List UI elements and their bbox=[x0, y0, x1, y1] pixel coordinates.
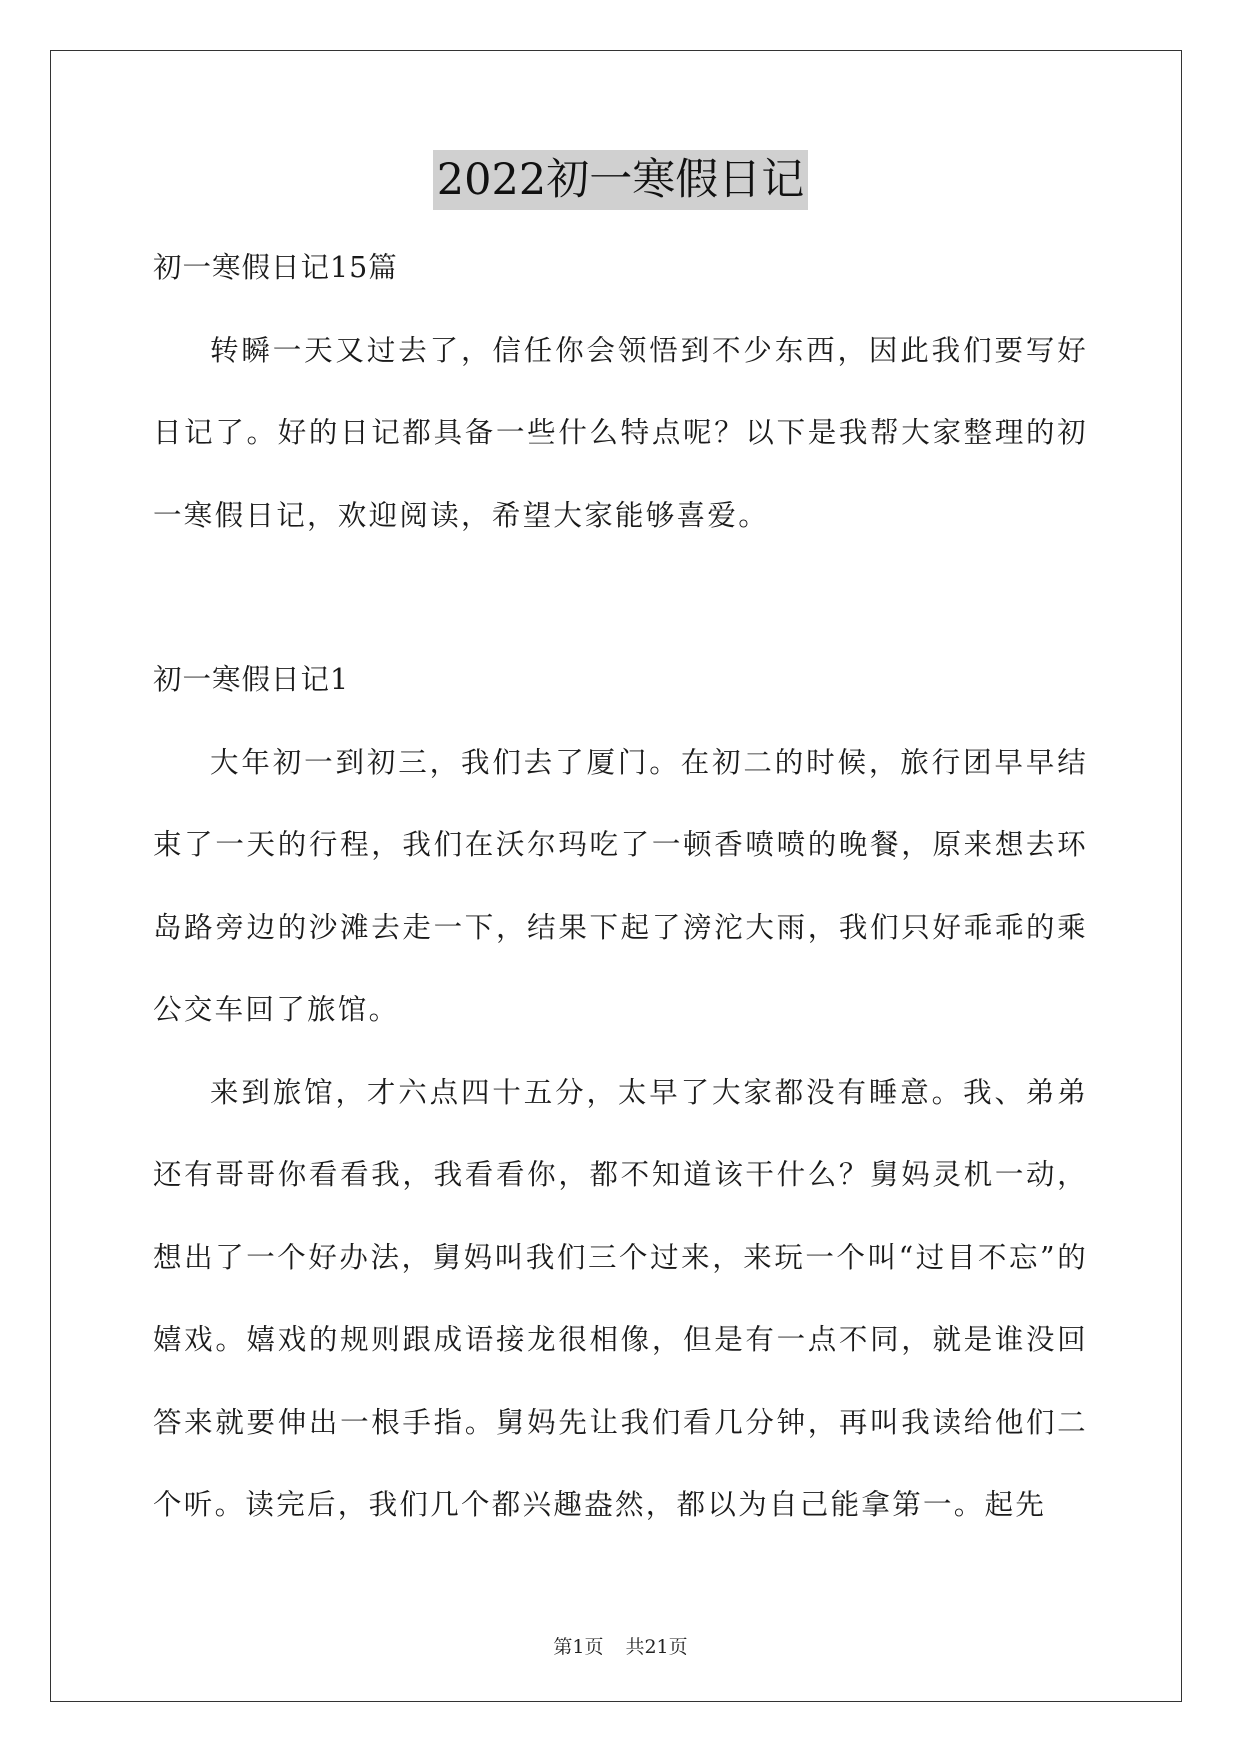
body-paragraph-2: 来到旅馆，才六点四十五分，太早了大家都没有睡意。我、弟弟还有哥哥你看看我，我看看你，都不知道该干什么？舅妈灵机一动，想出了一个好办法，舅妈叫我们三个过来，来玩一个叫“过目不忘”的嬉戏。嬉戏的规则跟成语接龙很相像，但是有一点不同，就是谁没回答来就要伸出一根手指。舅妈先让我们看几分钟，再叫我读给他们二个听。读完后，我们几个都兴趣盎然，都以为自己能拿第一。起先 bbox=[153, 1075, 1088, 1521]
body-paragraph-1: 大年初一到初三，我们去了厦门。在初二的时候，旅行团早早结束了一天的行程，我们在沃尔玛吃了一顿香喷喷的晚餐，原来想去环岛路旁边的沙滩去走一下，结果下起了滂沱大雨，我们只好乖乖的乘公交车回了旅馆。 bbox=[153, 745, 1088, 1026]
title-container bbox=[0, 150, 1241, 210]
page-number-current: 第1页 bbox=[553, 1636, 604, 1658]
section-gap bbox=[153, 557, 1088, 639]
document-title: 2022初一寒假日记 bbox=[433, 150, 808, 210]
intro-paragraph: 转瞬一天又过去了，信任你会领悟到不少东西，因此我们要写好日记了。好的日记都具备一些什么特点呢？以下是我帮大家整理的初一寒假日记，欢迎阅读，希望大家能够喜爱。 bbox=[153, 333, 1088, 532]
section-heading: 初一寒假日记1 bbox=[153, 663, 350, 696]
page-footer bbox=[0, 1632, 1241, 1659]
page-number-total: 共21页 bbox=[625, 1636, 688, 1658]
document-body bbox=[153, 227, 1088, 1547]
document-subtitle: 初一寒假日记15篇 bbox=[153, 251, 398, 284]
